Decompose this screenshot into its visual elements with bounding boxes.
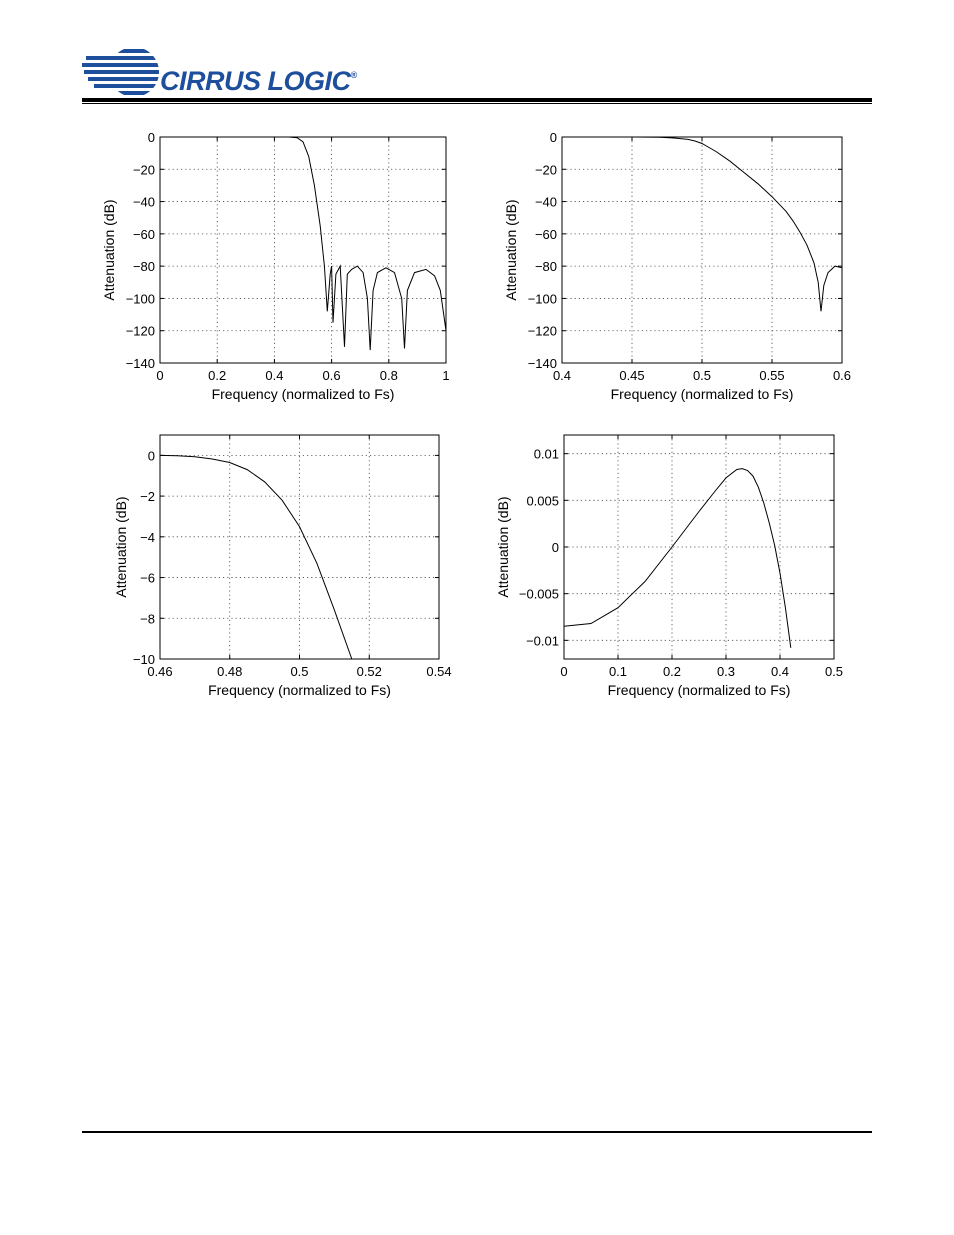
x-tick-label: 0.54 [426, 664, 452, 679]
y-axis-label: Attenuation (dB) [495, 496, 511, 598]
y-tick-label: −20 [534, 162, 557, 178]
y-tick-label: 0 [147, 130, 155, 145]
y-tick-label: −40 [534, 194, 557, 210]
x-tick-label: 0 [156, 368, 164, 383]
y-tick-label: −140 [527, 356, 557, 371]
x-tick-label: 0.4 [552, 368, 572, 383]
y-tick-label: −10 [132, 652, 155, 667]
y-tick-label: −100 [125, 291, 155, 307]
y-tick-label: −60 [534, 226, 557, 242]
y-tick-label: −0.01 [526, 633, 559, 649]
x-tick-label: 0.6 [322, 368, 341, 383]
y-tick-label: −20 [132, 162, 155, 178]
x-tick-label: 0.45 [619, 368, 645, 383]
x-tick-label: 0.5 [290, 664, 309, 679]
x-tick-label: 0.5 [692, 368, 712, 383]
x-tick-label: 1 [442, 368, 450, 383]
x-axis-label: Frequency (normalized to Fs) [208, 682, 391, 698]
x-tick-label: 0.48 [217, 664, 243, 679]
y-tick-label: −6 [140, 570, 155, 586]
x-tick-label: 0.3 [716, 664, 736, 679]
x-tick-label: 0.6 [832, 368, 852, 383]
x-tick-label: 0.2 [662, 664, 682, 679]
x-tick-label: 0.1 [608, 664, 628, 679]
x-tick-label: 0.55 [759, 368, 785, 383]
y-tick-label: −40 [132, 194, 155, 210]
y-tick-label: −80 [534, 259, 557, 275]
y-axis-label: Attenuation (dB) [503, 199, 519, 301]
series-line [564, 469, 791, 648]
x-tick-label: 0.4 [265, 368, 284, 383]
y-tick-label: 0.005 [526, 493, 559, 509]
y-tick-label: −140 [125, 356, 155, 371]
y-tick-label: −2 [140, 489, 155, 505]
y-tick-label: −120 [527, 323, 557, 339]
y-tick-label: −60 [132, 226, 155, 242]
x-tick-label: 0.4 [770, 664, 790, 679]
y-tick-label: −0.005 [518, 586, 559, 602]
brand-name: CIRRUS LOGIC® [160, 66, 357, 96]
y-tick-label: −80 [132, 259, 155, 275]
x-tick-label: 0 [560, 664, 568, 679]
x-axis-label: Frequency (normalized to Fs) [610, 386, 794, 402]
y-tick-label: −100 [527, 291, 557, 307]
x-axis-label: Frequency (normalized to Fs) [211, 386, 395, 402]
x-tick-label: 0.8 [379, 368, 398, 383]
y-tick-label: −120 [125, 323, 155, 339]
y-axis-label: Attenuation (dB) [101, 199, 117, 301]
x-axis-label: Frequency (normalized to Fs) [607, 682, 791, 698]
y-tick-label: 0.01 [533, 446, 559, 462]
y-tick-label: −4 [140, 529, 155, 545]
x-tick-label: 0.5 [824, 664, 844, 679]
y-tick-label: −8 [140, 611, 155, 627]
y-tick-label: 0 [549, 130, 557, 145]
x-tick-label: 0.2 [208, 368, 227, 383]
footer-rule [82, 1131, 872, 1133]
y-axis-label: Attenuation (dB) [113, 496, 129, 598]
y-tick-label: 0 [551, 540, 559, 555]
y-tick-label: 0 [147, 448, 155, 464]
x-tick-label: 0.52 [356, 664, 382, 679]
x-tick-label: 0.46 [147, 664, 173, 679]
